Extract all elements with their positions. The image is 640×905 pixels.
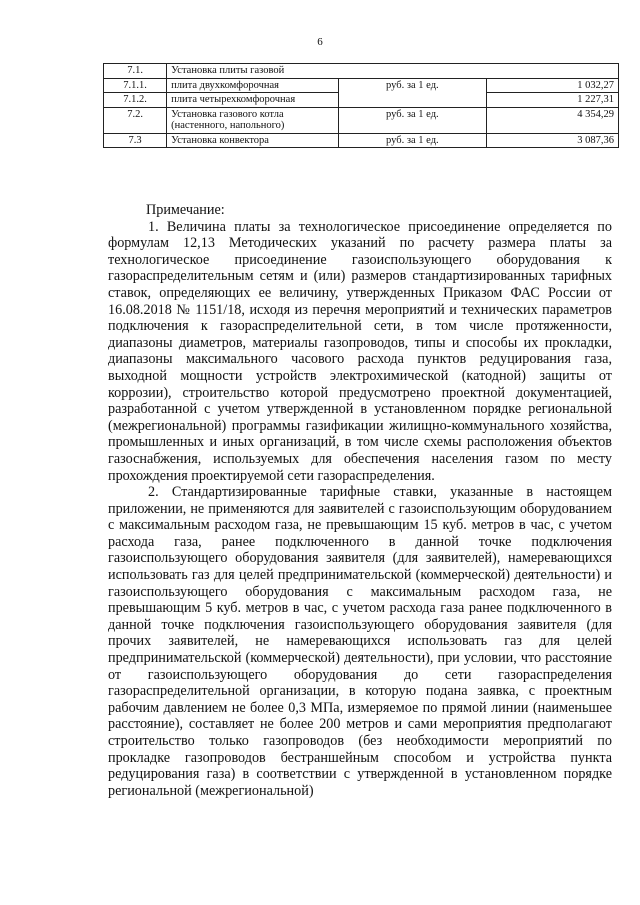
notes-section (108, 202, 612, 799)
row-number: 7.3 (104, 133, 167, 148)
row-price: 4 354,29 (486, 107, 618, 133)
row-price: 3 087,36 (486, 133, 618, 148)
row-unit: руб. за 1 ед. (339, 107, 486, 133)
notes-heading: Примечание: (146, 202, 225, 218)
row-price: 1 227,31 (486, 93, 618, 108)
tariff-table (103, 63, 619, 148)
row-name: Установка конвектора (167, 133, 339, 148)
row-number: 7.1.1. (104, 78, 167, 93)
table-row (104, 64, 619, 79)
note-paragraph-2: 2. Стандартизированные тарифные ставки, указанные в настоящем приложении, не применяются для заявителей с газоиспользующим оборудованием с максимальным расходом газа, не превышающим 15 куб. метров в час, с учетом расхода газа, ранее подключенного в данной точке подключения газоиспользующего оборудования заявителя (для заявителей), намеревающихся использовать газ для целей предпринимательской (коммерческой) деятельности) и газоиспользующего оборудования с максимальным расходом газа, не превышающим 5 куб. метров в час, с учетом расхода газа ранее подключенного в данной точке подключения газоиспользующего оборудования заявителя (для прочих заявителей, не намеревающихся использовать газ для целей предпринимательской (коммерческой) деятельности), при условии, что расстояние от газоиспользующего оборудования до сети газораспределения газораспределительной организации, в которую подана заявка, с проектным рабочим давлением не более 0,3 МПа, измеряемое по прямой линии (наименьшее расстояние), составляет не более 200 метров и сами мероприятия предполагают строительство только газопроводов (без необходимости мероприятий по прокладке газопроводов бестраншейным способом и устройства пункта редуцирования газа) в соответствии с утвержденной в установленном порядке региональной (межрегиональной) (108, 484, 612, 799)
row-name: Установка газового котла (настенного, напольного) (167, 107, 339, 133)
table-row (104, 133, 619, 148)
row-number: 7.2. (104, 107, 167, 133)
table-row (104, 78, 619, 93)
note-paragraph-1: 1. Величина платы за технологическое присоединение определяется по формулам 12,13 Методических указаний по расчету размера платы за технологическое присоединение газоиспользующего оборудования к газораспределительным сетям и (или) размеров стандартизированных тарифных ставок, определяющих ее величину, утвержденных Приказом ФАС России от 16.08.2018 № 1151/18, исходя из перечня мероприятий и технических параметров подключения к газораспределительной сети, в том числе протяженности, диапазоны диаметров, материалы газопроводов, типы и способы их прокладки, диапазоны максимального часового расхода пунктов редуцирования газа, выходной мощности устройств электрохимической (катодной) защиты от коррозии), строительство которой предусмотрено проектной документацией, разработанной с учетом утвержденной в установленном порядке региональной (межрегиональной) программы газификации жилищно-коммунального хозяйства, промышленных и иных организаций, в том числе схемы расположения объектов газоснабжения, используемых для обеспечения населения газом по месту прохождения проектируемой сети газораспределения. (108, 218, 612, 484)
row-number: 7.1.2. (104, 93, 167, 108)
page-number: 6 (317, 36, 323, 48)
table-row (104, 107, 619, 133)
row-price: 1 032,27 (486, 78, 618, 93)
row-name: плита двухкомфорочная (167, 78, 339, 93)
row-unit: руб. за 1 ед. (339, 78, 486, 107)
row-unit: руб. за 1 ед. (339, 133, 486, 148)
row-name: плита четырехкомфорочная (167, 93, 339, 108)
row-name: Установка плиты газовой (167, 64, 619, 79)
row-number: 7.1. (104, 64, 167, 79)
